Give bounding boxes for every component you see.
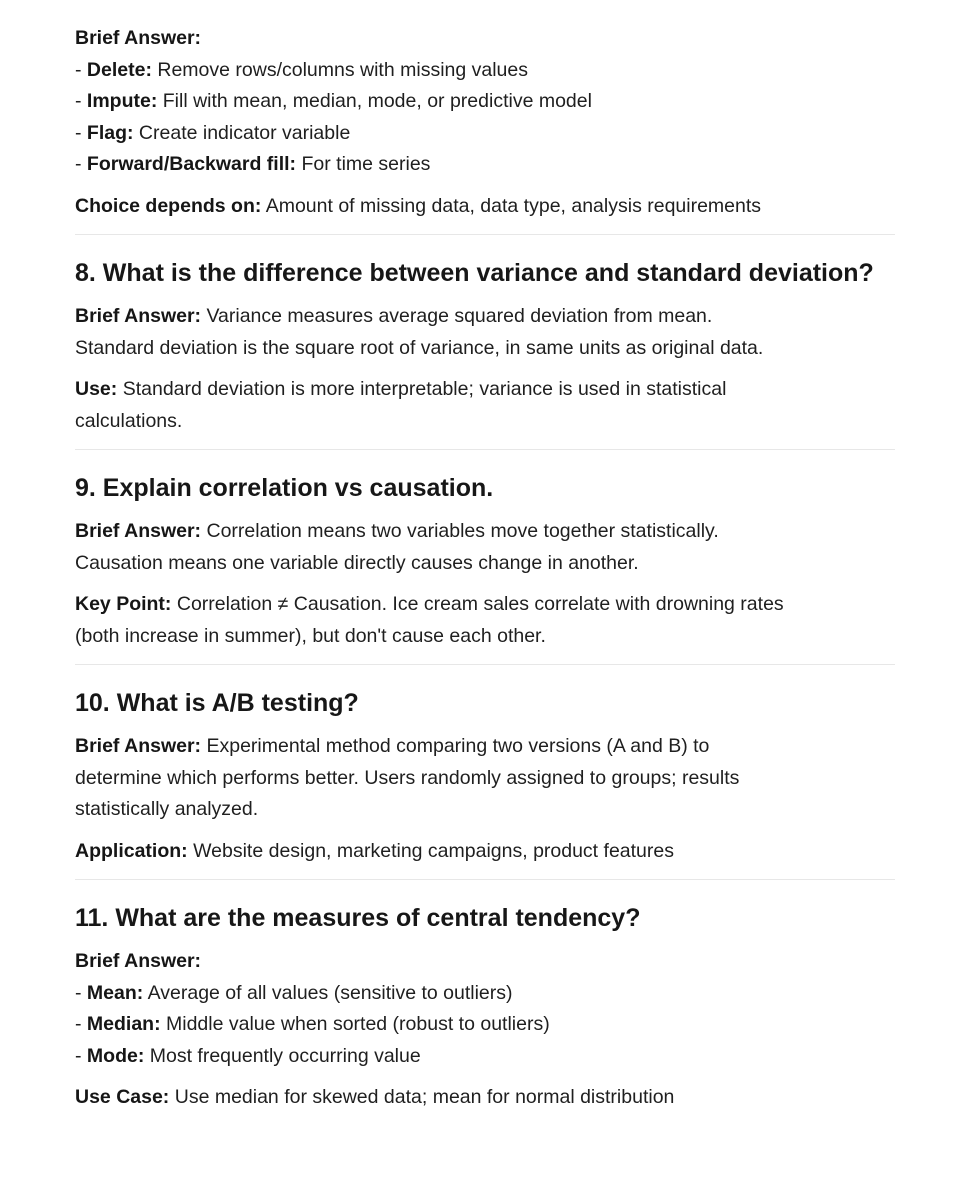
- question-8-heading: 8. What is the difference between variance and standard deviation?: [75, 259, 874, 287]
- section-8-use: Use: Standard deviation is more interpretable; variance is used in statistical calculations.: [75, 378, 727, 432]
- list-item: - Delete: Remove rows/columns with missing values: [75, 58, 528, 81]
- list-item: - Median: Middle value when sorted (robust to outliers): [75, 1013, 550, 1035]
- section-8-answer: Brief Answer: Variance measures average squared deviation from mean. Standard deviation is the square root of variance, in same units as original data.: [75, 305, 764, 359]
- section-9-answer: Brief Answer: Correlation means two variables move together statistically. Causation means one variable directly causes change in another.: [75, 520, 719, 574]
- list-item: - Mode: Most frequently occurring value: [75, 1044, 421, 1067]
- section-7-answer: [75, 23, 895, 181]
- question-11-heading: 11. What are the measures of central tendency?: [75, 904, 641, 932]
- section-10-answer: Brief Answer: Experimental method comparing two versions (A and B) to determine which performs better. Users randomly assigned to groups; results statistically analyzed.: [75, 735, 740, 820]
- section-9-key-point: Key Point: Correlation ≠ Causation. Ice cream sales correlate with drowning rates (both increase in summer), but don't cause each other.: [75, 593, 784, 647]
- section-divider: [75, 234, 895, 235]
- list-item: - Flag: Create indicator variable: [75, 121, 351, 144]
- brief-answer-label: Brief Answer:: [75, 27, 202, 49]
- section-10-application: Application: Website design, marketing campaigns, product features: [75, 839, 674, 862]
- section-11-use-case: Use Case: Use median for skewed data; mean for normal distribution: [75, 1086, 675, 1108]
- list-item: - Impute: Fill with mean, median, mode, or predictive model: [75, 90, 592, 112]
- section-divider: [75, 664, 895, 665]
- question-9-heading: 9. Explain correlation vs causation.: [75, 474, 494, 502]
- question-10-heading: 10. What is A/B testing?: [75, 689, 359, 717]
- list-item: - Mean: Average of all values (sensitive to outliers): [75, 981, 513, 1004]
- section-11-answer: Brief Answer: - Mean: Average of all values (sensitive to outliers) - Median: Middle value when sorted (robust to outliers) - Mode: Most frequently occurring value: [75, 946, 895, 1072]
- section-divider: [75, 449, 895, 450]
- section-divider: [75, 879, 895, 880]
- choice-depends-paragraph: Choice depends on: Amount of missing data, data type, analysis requirements: [75, 194, 762, 217]
- list-item: - Forward/Backward fill: For time series: [75, 153, 431, 175]
